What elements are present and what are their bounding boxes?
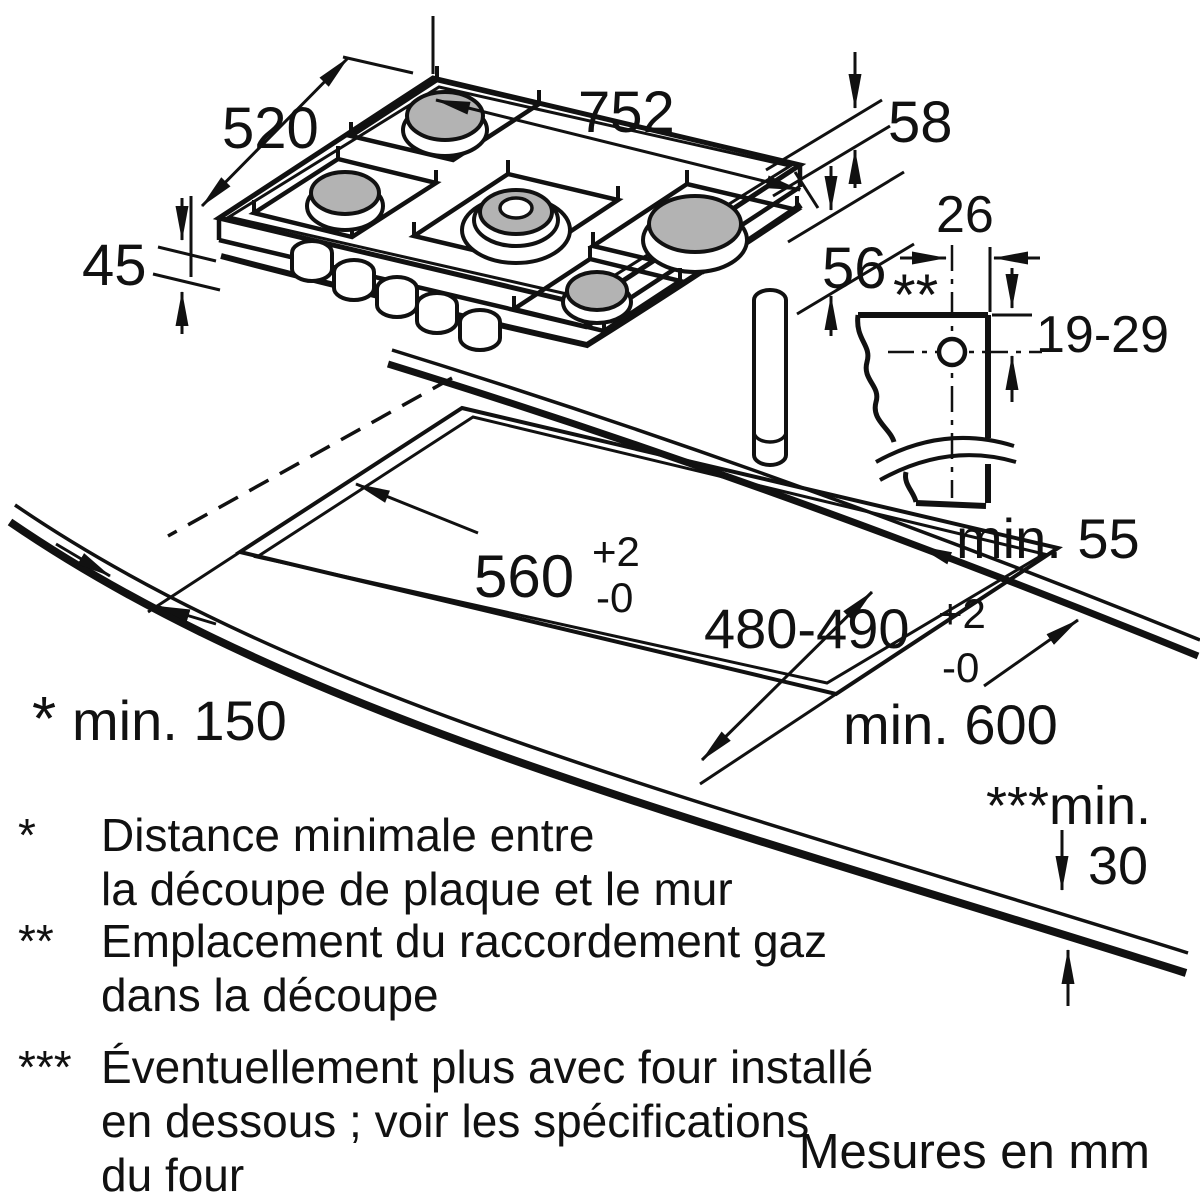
dim-line-560 bbox=[356, 484, 478, 533]
footnote-2-marker: ** bbox=[18, 915, 54, 967]
gas-inlet-hole bbox=[939, 339, 965, 365]
knob bbox=[417, 293, 457, 333]
burner-cap bbox=[311, 172, 379, 214]
label-min-worktop-depth: min. 600 bbox=[843, 693, 1058, 756]
gas-pipe bbox=[754, 290, 786, 465]
footnote-1-marker: * bbox=[18, 809, 36, 861]
detail-left-edge-wavy bbox=[858, 315, 894, 442]
footnote-3-line-2: en dessous ; voir les spécifications bbox=[101, 1095, 810, 1147]
footnote-3-line-3: du four bbox=[101, 1149, 245, 1201]
knob bbox=[460, 310, 500, 350]
burner-center-wok bbox=[414, 160, 618, 263]
dim-label-profile-top: 58 bbox=[888, 90, 953, 155]
ext-line-520-top bbox=[343, 57, 413, 73]
gas-location-marker: ** bbox=[893, 263, 939, 328]
detail-bottom-edge bbox=[916, 503, 986, 506]
label-min-side-distance: min. 55 bbox=[956, 507, 1140, 570]
burner-cap-center bbox=[500, 198, 532, 218]
label-min-thickness-value: 30 bbox=[1088, 836, 1149, 896]
units-note: Mesures en mm bbox=[798, 1125, 1150, 1179]
footnote-1-line-2: la découpe de plaque et le mur bbox=[101, 863, 733, 915]
dim-label-hob-width: 752 bbox=[578, 80, 675, 145]
dim-label-gas-offset: 26 bbox=[936, 186, 994, 244]
dim-label-gas-height: 19-29 bbox=[1036, 306, 1169, 364]
footnote-1-line-1: Distance minimale entre bbox=[101, 809, 595, 861]
burner-cap bbox=[407, 92, 483, 140]
burner-cap bbox=[649, 196, 741, 252]
footnote-2-line-2: dans la découpe bbox=[101, 969, 439, 1021]
cutout-extension-bottom bbox=[700, 694, 836, 784]
footnote-3-line-1: Éventuellement plus avec four installé bbox=[101, 1041, 874, 1093]
dim-label-cutout-width: 560 bbox=[474, 543, 575, 610]
dim-label-hob-depth: 520 bbox=[222, 96, 319, 161]
cutout-depth-tol-minus: -0 bbox=[942, 644, 980, 691]
footnote-2-line-1: Emplacement du raccordement gaz bbox=[101, 915, 828, 967]
min150-marker: * bbox=[32, 685, 57, 754]
leader-min-55 bbox=[918, 546, 954, 560]
footnote-3-marker: *** bbox=[18, 1041, 72, 1093]
control-knobs bbox=[292, 241, 500, 350]
label-min-wall-distance: min. 150 bbox=[72, 689, 287, 752]
cutout-width-tol-minus: -0 bbox=[596, 574, 634, 621]
burner-cap bbox=[567, 272, 627, 310]
dim-label-profile-body: 56 bbox=[822, 236, 887, 301]
cutout-depth-tol-plus: +2 bbox=[938, 590, 986, 637]
dim-label-install-depth: 45 bbox=[82, 233, 147, 298]
detail-left-edge-lower bbox=[905, 472, 916, 502]
leader-min-600 bbox=[984, 620, 1078, 686]
ext-ticks-45 bbox=[153, 247, 220, 290]
section-break-line-2 bbox=[880, 455, 1016, 480]
dim-label-cutout-depth: 480-490 bbox=[704, 597, 910, 660]
label-min-thickness: ***min. bbox=[986, 776, 1152, 836]
cutout-extension-left bbox=[148, 552, 240, 612]
knob bbox=[377, 277, 417, 317]
knob bbox=[292, 241, 332, 281]
knob bbox=[334, 260, 374, 300]
cutout-width-tol-plus: +2 bbox=[592, 528, 640, 575]
